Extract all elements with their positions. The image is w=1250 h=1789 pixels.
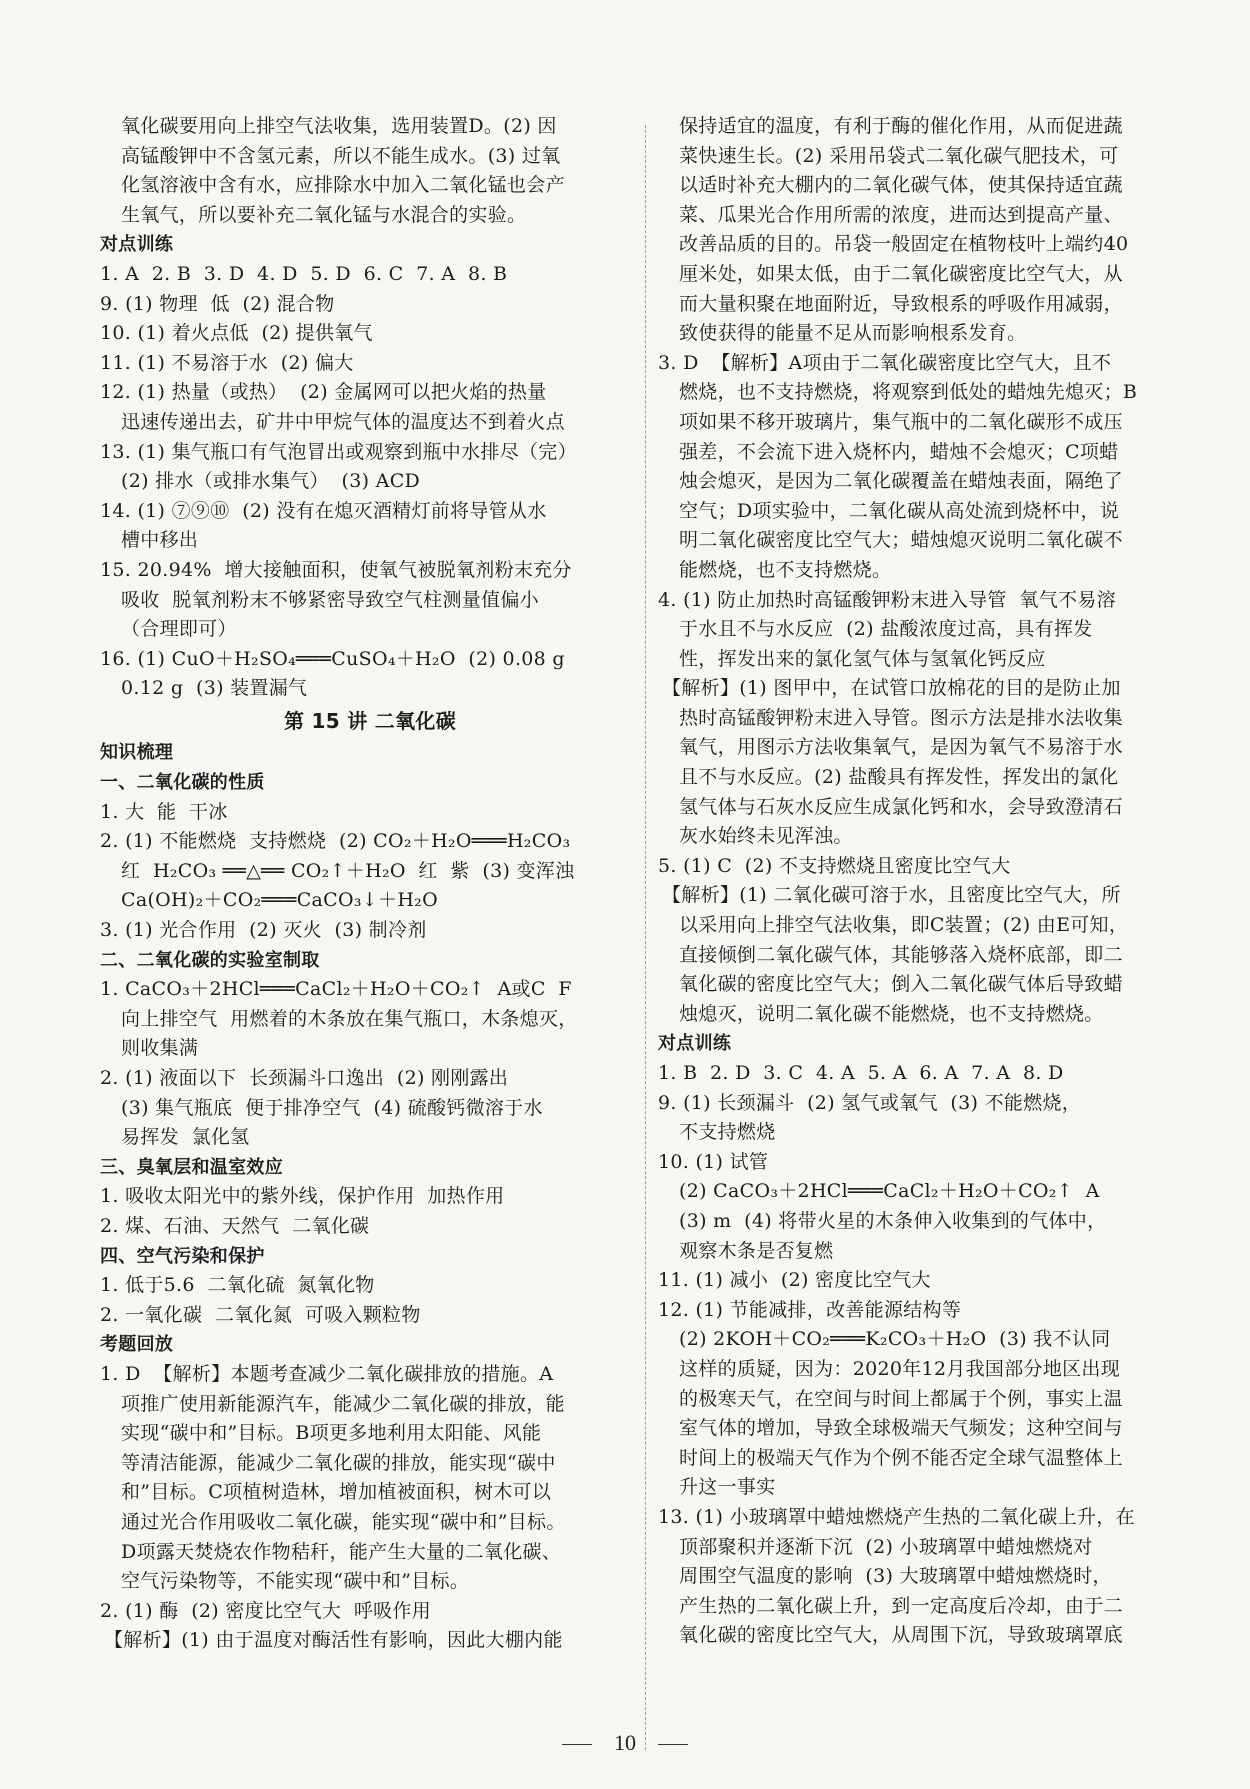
text-line: 9. (1) 长颈漏斗 (2) 氢气或氧气 (3) 不能燃烧， (658, 1091, 1082, 1114)
text-line: (2) 2KOH＋CO₂═══K₂CO₃＋H₂O (3) 我不认同 (679, 1328, 1111, 1351)
text-line: 厘米处，如果太低，由于二氧化碳密度比空气大，从 (679, 262, 1123, 285)
text-line: 于水且不与水反应 (2) 盐酸浓度过高，具有挥发 (679, 618, 1093, 641)
text-line: 13. (1) 集气瓶口有气泡冒出或观察到瓶中水排尽（完） (100, 440, 577, 463)
section-heading: 知识梳理 (100, 742, 174, 764)
text-line: 5. (1) C (2) 不支持燃烧且密度比空气大 (658, 854, 1011, 877)
text-line: 项如果不移开玻璃片，集气瓶中的二氧化碳形不成压 (679, 410, 1123, 433)
text-line: 不支持燃烧 (679, 1121, 776, 1144)
text-line: 氧化碳要用向上排空气法收集，选用装置D。(2) 因 (121, 115, 557, 137)
text-line: 生氧气，所以要补充二氧化锰与水混合的实验。 (121, 203, 527, 226)
text-line: 改善品质的目的。吊袋一般固定在植物枝叶上端约40 (679, 233, 1129, 256)
text-line: 4. (1) 防止加热时高锰酸钾粉末进入导管 氧气不易溶 (658, 588, 1116, 611)
text-line: 菜快速生长。(2) 采用吊袋式二氧化碳气肥技术，可 (679, 144, 1119, 167)
text-line: 时间上的极端天气作为个例不能否定全球气温整体上 (679, 1446, 1123, 1469)
text-line: 而大量积聚在地面附近，导致根系的呼吸作用减弱， (679, 292, 1123, 315)
section-heading: 一、二氧化碳的性质 (100, 772, 265, 794)
text-line: 燃烧，也不支持燃烧，将观察到低处的蜡烛先熄灭；B (679, 381, 1138, 404)
text-line: 且不与水反应。(2) 盐酸具有挥发性，挥发出的氯化 (679, 766, 1119, 789)
text-line: 烛会熄灭，是因为二氧化碳覆盖在蜡烛表面，隔绝了 (679, 470, 1123, 493)
text-line: （合理即可） (121, 618, 237, 641)
text-line: 灰水始终未见浑浊。 (679, 825, 853, 848)
text-line: 16. (1) CuO＋H₂SO₄═══CuSO₄＋H₂O (2) 0.08 g (100, 647, 565, 670)
section-heading: 考题回放 (100, 1334, 174, 1356)
text-line: 化氢溶液中含有水，应排除水中加入二氧化锰也会产 (121, 174, 565, 197)
text-line: 【解析】(1) 二氧化碳可溶于水，且密度比空气大，所 (662, 884, 1121, 907)
text-line: 氧化碳的密度比空气大，从周围下沉，导致玻璃罩底 (679, 1624, 1123, 1647)
text-line: 能燃烧，也不支持燃烧。 (679, 558, 892, 581)
text-line: 致使获得的能量不足从而影响根系发育。 (679, 322, 1027, 345)
text-line: 12. (1) 节能减排，改善能源结构等 (658, 1298, 962, 1321)
page-number (0, 1730, 1250, 1756)
text-line: 通过光合作用吸收二氧化碳，能实现“碳中和”目标。 (121, 1510, 566, 1533)
text-line: 氧化碳的密度比空气大；倒入二氧化碳气体后导致蜡 (679, 973, 1123, 996)
text-line: 1. CaCO₃＋2HCl═══CaCl₂＋H₂O＋CO₂↑ A或C F (100, 978, 572, 1001)
text-line: 3. D 【解析】A项由于二氧化碳密度比空气大，且不 (658, 351, 1112, 374)
column-divider (645, 125, 646, 1750)
text-line: 0.12 g (3) 装置漏气 (121, 677, 308, 700)
text-line: 以适时补充大棚内的二氧化碳气体，使其保持适宜蔬 (679, 174, 1123, 197)
text-line: D项露天焚烧农作物秸秆，能产生大量的二氧化碳、 (121, 1540, 562, 1563)
section-heading: 对点训练 (658, 1033, 732, 1055)
text-line: 周围空气温度的影响 (3) 大玻璃罩中蜡烛燃烧时， (679, 1565, 1112, 1588)
text-line: Ca(OH)₂＋CO₂═══CaCO₃↓＋H₂O (121, 889, 438, 912)
lecture-title: 第 15 讲 二氧化碳 (283, 708, 457, 733)
section-heading: 三、臭氧层和温室效应 (100, 1156, 283, 1178)
text-line: 产生热的二氧化碳上升，到一定高度后冷却，由于二 (679, 1594, 1123, 1617)
text-line: 向上排空气 用燃着的木条放在集气瓶口，木条熄灭， (121, 1007, 578, 1030)
text-line: 1. B 2. D 3. C 4. A 5. A 6. A 7. A 8. D (658, 1062, 1064, 1084)
text-line: (2) CaCO₃＋2HCl═══CaCl₂＋H₂O＋CO₂↑ A (679, 1180, 1100, 1203)
text-line: 室气体的增加，导致全球极端天气频发；这种空间与 (679, 1417, 1123, 1440)
text-line: 空气污染物等，不能实现“碳中和”目标。 (121, 1570, 470, 1593)
text-line: 10. (1) 试管 (658, 1150, 769, 1173)
text-line: 2. (1) 液面以下 长颈漏斗口逸出 (2) 刚刚露出 (100, 1067, 509, 1089)
text-line: 11. (1) 不易溶于水 (2) 偏大 (100, 351, 354, 374)
text-line: 1. 吸收太阳光中的紫外线，保护作用 加热作用 (100, 1185, 505, 1208)
text-line: 保持适宜的温度，有利于酶的催化作用，从而促进蔬 (679, 115, 1123, 137)
text-line: 和”目标。C项植树造林，增加植被面积，树木可以 (121, 1481, 552, 1504)
text-line: 观察木条是否复燃 (679, 1239, 834, 1262)
text-line: 则收集满 (121, 1037, 199, 1060)
text-line: 14. (1) ⑦⑨⑩ (2) 没有在熄灭酒精灯前将导管从水 (100, 499, 547, 522)
text-line: 2. (1) 酶 (2) 密度比空气大 呼吸作用 (100, 1599, 432, 1622)
text-line: 氧气，用图示方法收集氧气，是因为氧气不易溶于水 (679, 736, 1123, 759)
text-line: 易挥发 氯化氢 (121, 1126, 250, 1149)
text-line: 1. 低于5.6 二氧化硫 氮氧化物 (100, 1274, 375, 1297)
text-line: 13. (1) 小玻璃罩中蜡烛燃烧产生热的二氧化碳上升，在 (658, 1505, 1135, 1528)
left-column (100, 112, 640, 1656)
text-line: 迅速传递出去，矿井中甲烷气体的温度达不到着火点 (121, 410, 565, 433)
text-line: 氢气体与石灰水反应生成氯化钙和水，会导致澄清石 (679, 795, 1123, 818)
text-line: 1. A 2. B 3. D 4. D 5. D 6. C 7. A 8. B (100, 262, 508, 285)
text-line: 以采用向上排空气法收集，即C装置；(2) 由E可知， (679, 914, 1129, 937)
text-line: 3. (1) 光合作用 (2) 灭火 (3) 制冷剂 (100, 919, 427, 942)
text-line: 12. (1) 热量（或热） (2) 金属网可以把火焰的热量 (100, 381, 547, 404)
text-line: 实现“碳中和”目标。B项更多地利用太阳能、风能 (121, 1422, 542, 1445)
text-line: 槽中移出 (121, 529, 199, 552)
text-line: 11. (1) 减小 (2) 密度比空气大 (658, 1269, 931, 1292)
text-line: 高锰酸钾中不含氢元素，所以不能生成水。(3) 过氧 (121, 144, 561, 167)
text-line: 1. 大 能 干冰 (100, 800, 228, 823)
right-column (658, 112, 1206, 1651)
text-line: 2. 煤、石油、天然气 二氧化碳 (100, 1214, 370, 1237)
section-heading: 四、空气污染和保护 (100, 1245, 265, 1267)
text-line: 升这一事实 (679, 1476, 776, 1499)
text-line: 的极寒天气，在空间与时间上都属于个例，事实上温 (679, 1387, 1123, 1410)
text-line: (3) 集气瓶底 便于排净空气 (4) 硫酸钙微溶于水 (121, 1096, 543, 1119)
text-line: 直接倾倒二氧化碳气体，其能够落入烧杯底部，即二 (679, 943, 1123, 966)
section-heading: 对点训练 (100, 234, 174, 256)
section-heading: 二、二氧化碳的实验室制取 (100, 949, 320, 971)
text-line: 吸收 脱氧剂粉末不够紧密导致空气柱测量值偏小 (121, 588, 539, 611)
text-line: 2. (1) 不能燃烧 支持燃烧 (2) CO₂＋H₂O═══H₂CO₃ (100, 830, 571, 853)
text-line: 空气；D项实验中，二氧化碳从高处流到烧杯中，说 (679, 499, 1120, 522)
text-line: 这样的质疑，因为：2020年12月我国部分地区出现 (679, 1357, 1121, 1380)
text-line: (3) m (4) 将带火星的木条伸入收集到的气体中， (679, 1209, 1107, 1232)
text-line: 项推广使用新能源汽车，能减少二氧化碳的排放，能 (121, 1392, 565, 1415)
text-line: 15. 20.94% 增大接触面积，使氧气被脱氧剂粉末充分 (100, 558, 572, 581)
text-line: 10. (1) 着火点低 (2) 提供氧气 (100, 322, 373, 345)
text-line: 9. (1) 物理 低 (2) 混合物 (100, 292, 335, 315)
text-line: 【解析】(1) 由于温度对酶活性有影响，因此大棚内能 (104, 1629, 563, 1652)
text-line: 热时高锰酸钾粉末进入导管。图示方法是排水法收集 (679, 706, 1123, 729)
text-line: 菜、瓜果光合作用所需的浓度，进而达到提高产量、 (679, 203, 1123, 226)
text-line: 1. D 【解析】本题考查减少二氧化碳排放的措施。A (100, 1362, 554, 1385)
text-line: 顶部聚积并逐渐下沉 (2) 小玻璃罩中蜡烛燃烧对 (679, 1535, 1093, 1558)
text-line: (2) 排水（或排水集气） (3) ACD (121, 470, 421, 493)
text-line: 【解析】(1) 图甲中，在试管口放棉花的目的是防止加 (662, 677, 1121, 700)
text-line: 2. 一氧化碳 二氧化氮 可吸入颗粒物 (100, 1303, 421, 1326)
text-line: 明二氧化碳密度比空气大；蜡烛熄灭说明二氧化碳不 (679, 529, 1123, 552)
text-line: 等清洁能源，能减少二氧化碳的排放，能实现“碳中 (121, 1451, 556, 1474)
text-line: 性，挥发出来的氯化氢气体与氢氧化钙反应 (679, 647, 1046, 670)
text-line: 红 H₂CO₃ ══△══ CO₂↑＋H₂O 红 紫 (3) 变浑浊 (121, 859, 575, 882)
text-line: 烛熄灭，说明二氧化碳不能燃烧，也不支持燃烧。 (679, 1002, 1104, 1025)
page-number-text: 10 (614, 1730, 636, 1755)
text-line: 强差，不会流下进入烧杯内，蜡烛不会熄灭；C项蜡 (679, 440, 1119, 463)
